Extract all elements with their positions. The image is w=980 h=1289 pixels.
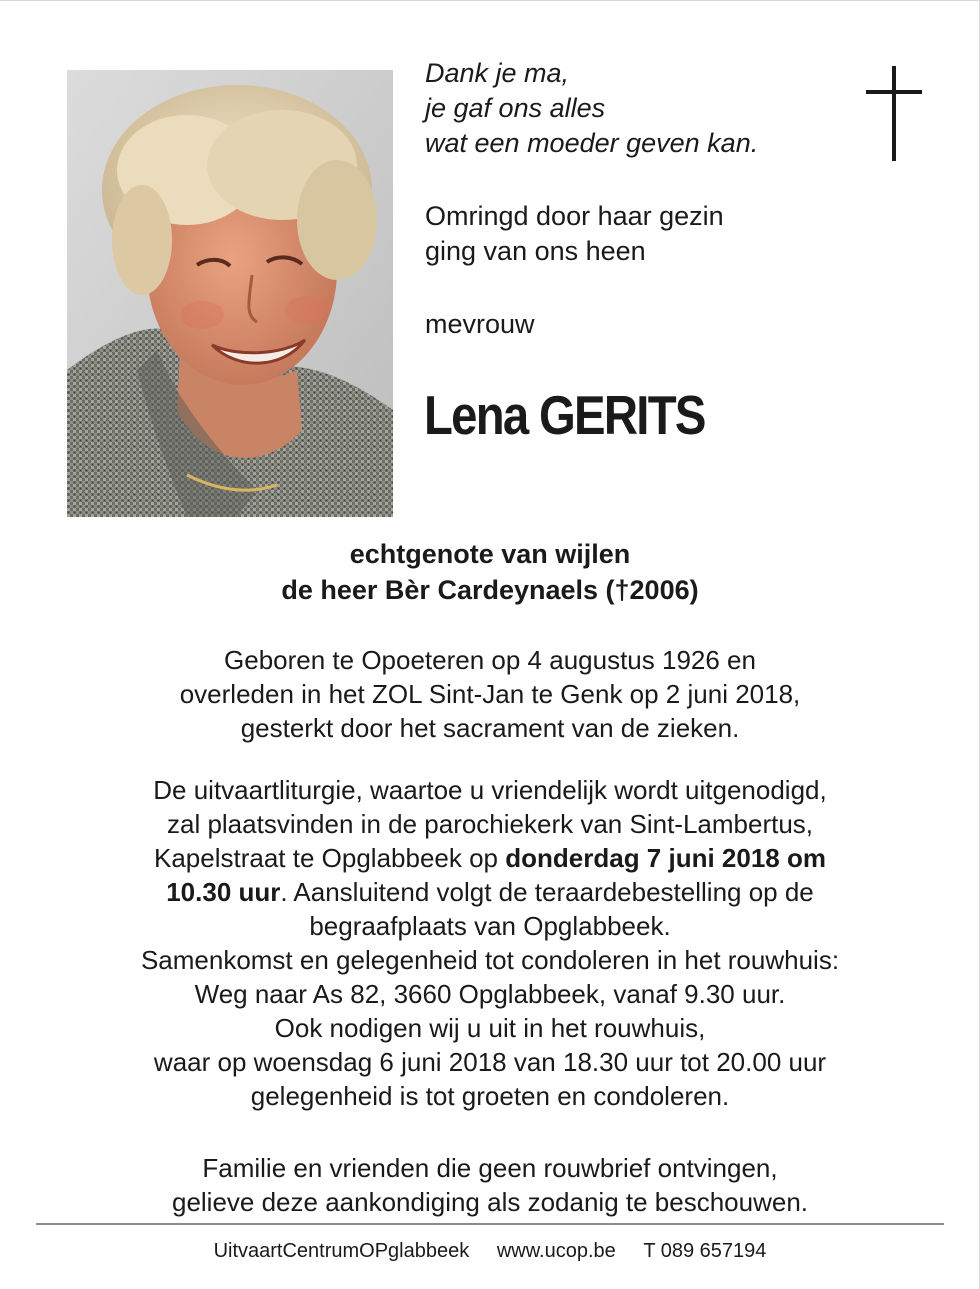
poem-line: je gaf ons alles	[425, 93, 606, 123]
funeral-line: De uitvaartliturgie, waartoe u vriendelijk wordt uitgenodigd,	[153, 775, 827, 805]
funeral-line: waar op woensdag 6 juni 2018 van 18.30 uur tot 20.00 uur	[153, 1047, 827, 1077]
birth-line: gesterkt door het sacrament van de zieken.	[240, 713, 740, 743]
cross-icon	[866, 66, 922, 161]
spouse-info	[0, 536, 980, 608]
footer-phone: T 089 657194	[643, 1240, 767, 1262]
funeral-time: 10.30 uur	[166, 877, 281, 907]
funeral-line: Samenkomst en gelegenheid tot condoleren in het rouwhuis:	[140, 945, 840, 975]
portrait-illustration	[67, 70, 393, 517]
family-line: gelieve deze aankondiging als zodanig te beschouwen.	[171, 1187, 809, 1217]
funeral-line: begraafplaats van Opglabbeek.	[309, 911, 671, 941]
funeral-line: Weg naar As 82, 3660 Opglabbeek, vanaf 9.30 uur.	[194, 979, 786, 1009]
birth-line: overleden in het ZOL Sint-Jan te Genk op 2 juni 2018,	[179, 679, 801, 709]
poem-line: Dank je ma,	[425, 58, 570, 88]
deceased-name: Lena GERITS	[424, 384, 705, 446]
funeral-info	[0, 773, 980, 1113]
spouse-line: echtgenote van wijlen	[349, 539, 631, 569]
portrait-photo	[67, 70, 393, 517]
birth-line: Geboren te Opoeteren op 4 augustus 1926 en	[224, 645, 756, 675]
footer	[0, 1238, 980, 1264]
funeral-line	[0, 841, 980, 875]
funeral-line: gelegenheid is tot groeten en condoleren.	[250, 1081, 730, 1111]
footer-website[interactable]: www.ucop.be	[496, 1240, 616, 1262]
birth-death-info	[0, 643, 980, 745]
intro-line: Omringd door haar gezin	[425, 201, 724, 231]
intro-text	[425, 199, 724, 269]
funeral-line: zal plaatsvinden in de parochiekerk van Sint-Lambertus,	[166, 809, 814, 839]
funeral-line: Ook nodigen wij u uit in het rouwhuis,	[274, 1013, 706, 1043]
honorific: mevrouw	[425, 309, 535, 339]
funeral-line	[0, 875, 980, 909]
family-line: Familie en vrienden die geen rouwbrief ontvingen,	[202, 1153, 778, 1183]
poem-line: wat een moeder geven kan.	[425, 128, 759, 158]
intro-line: ging van ons heen	[425, 236, 646, 266]
poem	[425, 56, 758, 161]
funeral-date: donderdag 7 juni 2018 om	[505, 843, 826, 873]
funeral-line-text: Kapelstraat te Opglabbeek op	[154, 843, 506, 873]
footer-company: UitvaartCentrumOPglabbeek	[213, 1240, 470, 1262]
funeral-line-text: . Aansluitend volgt de teraardebestelling op de	[280, 877, 814, 907]
spouse-line: de heer Bèr Cardeynaels (†2006)	[281, 575, 699, 605]
footer-divider	[36, 1223, 944, 1225]
family-notice	[0, 1151, 980, 1219]
